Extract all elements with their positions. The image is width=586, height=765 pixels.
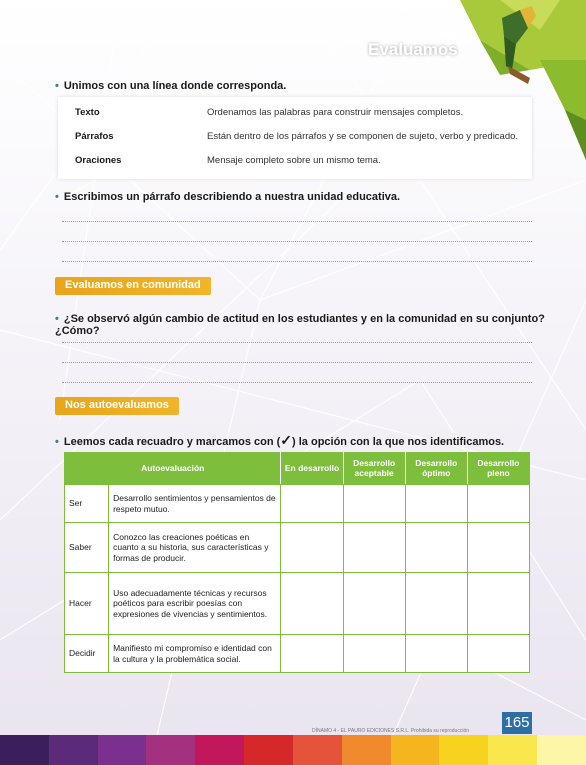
color-bar-segment — [537, 735, 586, 765]
instruction-paragraph: • Escribimos un párrafo describiendo a nuestra unidad educativa. — [55, 191, 400, 203]
check-cell[interactable] — [343, 573, 405, 635]
check-cell[interactable] — [467, 635, 529, 673]
writing-line[interactable] — [62, 241, 532, 242]
section-title-community: Evaluamos en comunidad — [55, 277, 211, 295]
description-cell: Conozco las creaciones poéticas en cuanto a su historia, sus características y formas de producir. — [109, 523, 281, 573]
color-bar-segment — [293, 735, 342, 765]
color-bar-segment — [98, 735, 147, 765]
match-row — [58, 155, 532, 173]
color-bar-segment — [49, 735, 98, 765]
instruction-text: Leemos cada recuadro y marcamos con ( — [63, 436, 281, 448]
check-cell[interactable] — [281, 485, 343, 523]
match-term: Párrafos — [75, 131, 114, 142]
writing-line[interactable] — [62, 221, 532, 222]
check-cell[interactable] — [405, 485, 467, 523]
check-cell[interactable] — [281, 635, 343, 673]
header-desarrollo-aceptable: Desarrollo aceptable — [343, 453, 405, 485]
color-bar-segment — [342, 735, 391, 765]
color-bar — [0, 735, 586, 765]
match-term: Oraciones — [75, 155, 122, 166]
check-cell[interactable] — [343, 635, 405, 673]
check-cell[interactable] — [281, 573, 343, 635]
color-bar-segment — [146, 735, 195, 765]
matching-box — [58, 97, 532, 179]
match-row — [58, 107, 532, 125]
check-cell[interactable] — [405, 635, 467, 673]
area-cell: Saber — [65, 523, 109, 573]
table-row — [65, 635, 530, 673]
writing-line[interactable] — [62, 261, 532, 262]
footer-copyright: DÍNAMO 4 - EL PAURO EDICIONES S.R.L. Prohibida su reproducción — [312, 728, 469, 734]
header-autoevaluacion: Autoevaluación — [65, 453, 281, 485]
description-cell: Desarrollo sentimientos y pensamientos de respeto mutuo. — [109, 485, 281, 523]
match-definition: Ordenamos las palabras para construir mensajes completos. — [207, 107, 464, 118]
table-header-row — [65, 453, 530, 485]
description-cell: Uso adecuadamente técnicas y recursos poéticos para escribir poesías con expresiones de vivencias y sentimientos. — [109, 573, 281, 635]
color-bar-segment — [0, 735, 49, 765]
check-cell[interactable] — [467, 573, 529, 635]
color-bar-segment — [488, 735, 537, 765]
color-bar-segment — [244, 735, 293, 765]
section-title-self: Nos autoevaluamos — [55, 397, 179, 415]
check-cell[interactable] — [467, 523, 529, 573]
page-number: 165 — [502, 712, 532, 734]
color-bar-segment — [195, 735, 244, 765]
page-title: Evaluamos — [368, 40, 458, 59]
check-cell[interactable] — [343, 485, 405, 523]
writing-line[interactable] — [62, 342, 532, 343]
match-row — [58, 131, 532, 149]
match-definition: Están dentro de los párrafos y se componen de sujeto, verbo y predicado. — [207, 131, 519, 142]
table-row — [65, 523, 530, 573]
instruction-match: • Unimos con una línea donde corresponda. — [55, 80, 286, 92]
area-cell: Ser — [65, 485, 109, 523]
instruction-text: ) la opción con la que nos identificamos. — [292, 436, 505, 448]
check-cell[interactable] — [405, 573, 467, 635]
match-term: Texto — [75, 107, 100, 118]
table-row — [65, 573, 530, 635]
match-definition: Mensaje completo sobre un mismo tema. — [207, 155, 381, 166]
color-bar-segment — [391, 735, 440, 765]
header-desarrollo-pleno: Desarrollo pleno — [467, 453, 529, 485]
community-question: • ¿Se observó algún cambio de actitud en los estudiantes y en la comunidad en su conjunto? ¿Cómo? — [55, 313, 586, 337]
writing-line[interactable] — [62, 382, 532, 383]
check-cell[interactable] — [281, 523, 343, 573]
area-cell: Decidir — [65, 635, 109, 673]
color-bar-segment — [439, 735, 488, 765]
check-cell[interactable] — [405, 523, 467, 573]
check-icon: ✓ — [280, 432, 293, 448]
writing-line[interactable] — [62, 362, 532, 363]
table-row — [65, 485, 530, 523]
area-cell: Hacer — [65, 573, 109, 635]
self-evaluation-table — [64, 452, 530, 673]
header-en-desarrollo: En desarrollo — [281, 453, 343, 485]
description-cell: Manifiesto mi compromiso e identidad con la cultura y la problemática social. — [109, 635, 281, 673]
self-instruction — [55, 432, 504, 449]
header-desarrollo-optimo: Desarrollo óptimo — [405, 453, 467, 485]
check-cell[interactable] — [343, 523, 405, 573]
check-cell[interactable] — [467, 485, 529, 523]
